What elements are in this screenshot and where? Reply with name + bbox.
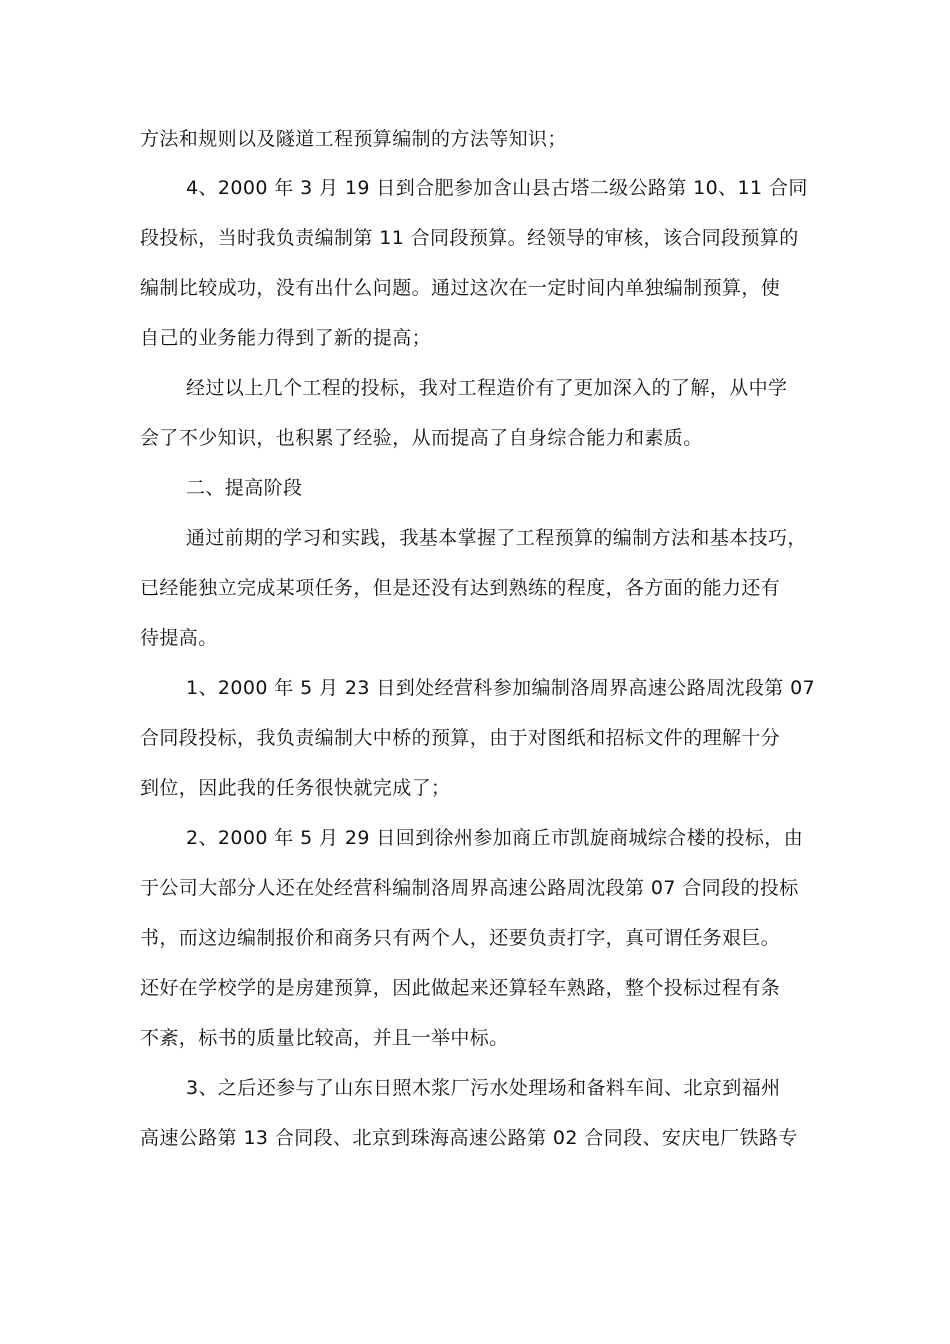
section-heading: 二、提高阶段: [186, 477, 303, 499]
paragraph-line: 编制比较成功，没有出什么问题。通过这次在一定时间内单独编制预算，使: [140, 277, 781, 299]
paragraph-line: 不紊，标书的质量比较高，并且一举中标。: [140, 1027, 509, 1049]
paragraph-line: 待提高。: [140, 627, 218, 649]
paragraph-line: 到位，因此我的任务很快就完成了；: [140, 777, 451, 799]
paragraph-line: 自己的业务能力得到了新的提高；: [140, 327, 432, 349]
paragraph-line: 3、之后还参与了山东日照木浆厂污水处理场和备料车间、北京到福州: [186, 1077, 781, 1099]
paragraph-line: 合同段投标，我负责编制大中桥的预算，由于对图纸和招标文件的理解十分: [140, 727, 781, 749]
paragraph-line: 经过以上几个工程的投标，我对工程造价有了更加深入的了解，从中学: [186, 377, 788, 399]
paragraph-line: 会了不少知识，也积累了经验，从而提高了自身综合能力和素质。: [140, 427, 703, 449]
paragraph-line: 方法和规则以及隧道工程预算编制的方法等知识；: [140, 128, 567, 150]
paragraph-line: 还好在学校学的是房建预算，因此做起来还算轻车熟路，整个投标过程有条: [140, 977, 781, 999]
paragraph-line: 高速公路第 13 合同段、北京到珠海高速公路第 02 合同段、安庆电厂铁路专: [140, 1127, 798, 1149]
paragraph-line: 通过前期的学习和实践，我基本掌握了工程预算的编制方法和基本技巧，: [186, 527, 807, 549]
paragraph-line: 书，而这边编制报价和商务只有两个人，还要负责打字，真可谓任务艰巨。: [140, 927, 781, 949]
paragraph-line: 4、2000 年 3 月 19 日到合肥参加含山县古塔二级公路第 10、11 合同: [186, 177, 808, 199]
paragraph-line: 段投标，当时我负责编制第 11 合同段预算。经领导的审核，该合同段预算的: [140, 227, 799, 249]
paragraph-line: 于公司大部分人还在处经营科编制洛周界高速公路周沈段第 07 合同段的投标: [140, 877, 799, 899]
paragraph-line: 2、2000 年 5 月 29 日回到徐州参加商丘市凯旋商城综合楼的投标，由: [186, 827, 804, 849]
paragraph-line: 已经能独立完成某项任务，但是还没有达到熟练的程度，各方面的能力还有: [140, 577, 781, 599]
paragraph-line: 1、2000 年 5 月 23 日到处经营科参加编制洛周界高速公路周沈段第 07: [186, 677, 816, 699]
